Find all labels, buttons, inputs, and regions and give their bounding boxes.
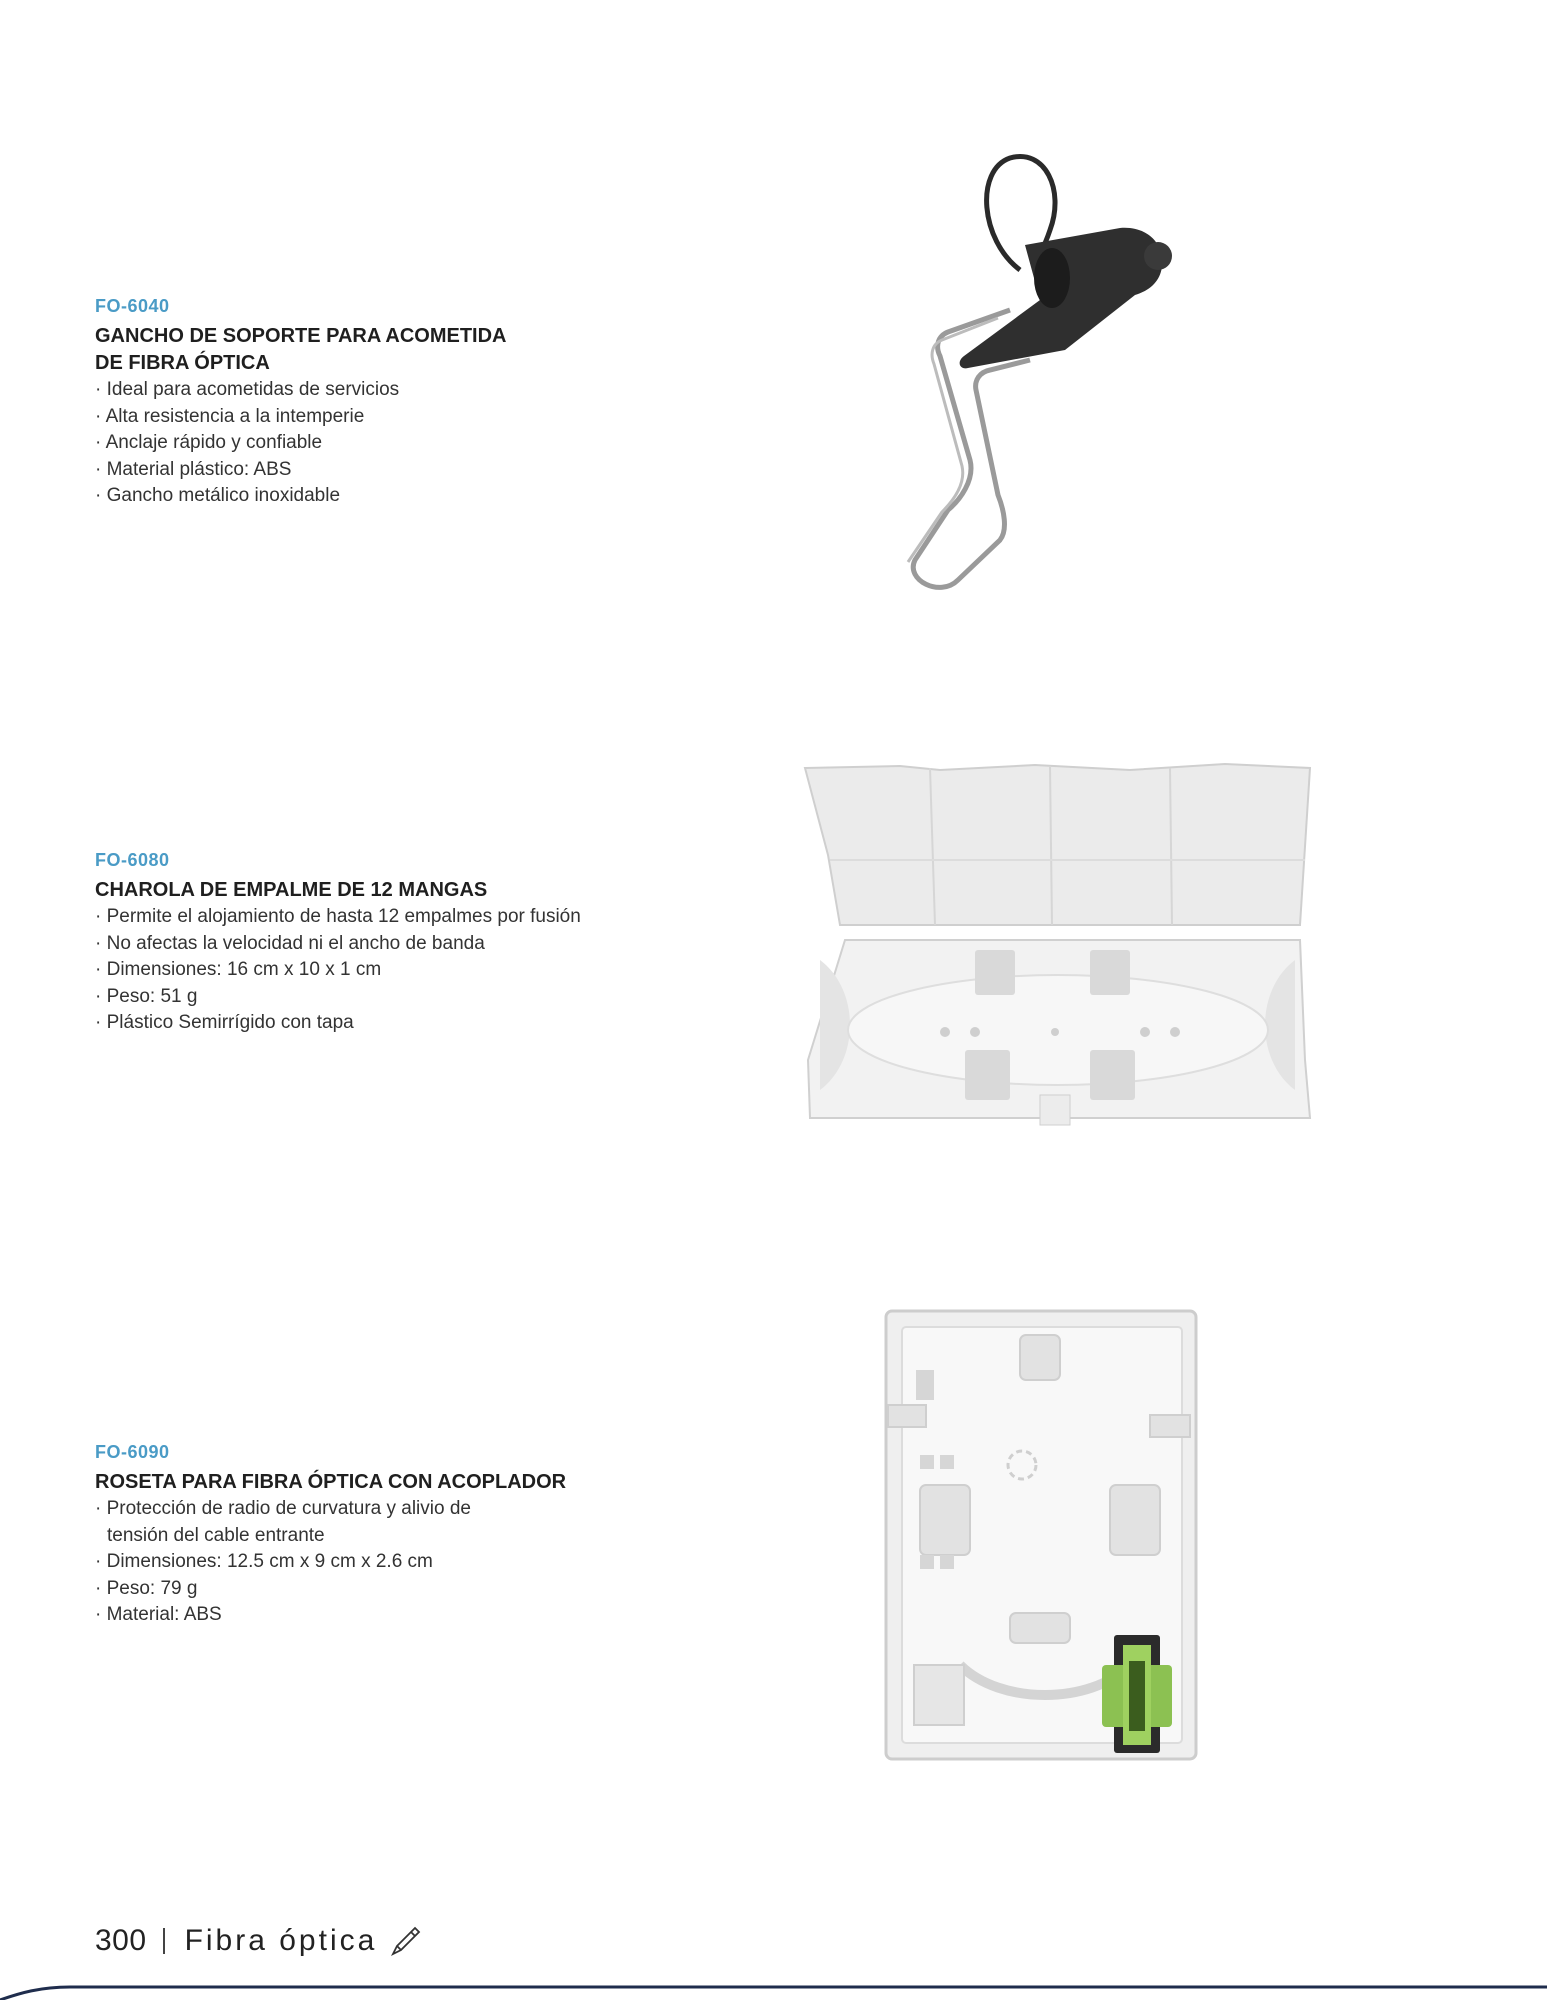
feature-item: · Permite el alojamiento de hasta 12 empalmes por fusión	[95, 904, 581, 931]
product-title-line: ROSETA PARA FIBRA ÓPTICA CON ACOPLADOR	[95, 1471, 567, 1493]
product-sku: FO-6080	[95, 850, 170, 870]
feature-item: · Anclaje rápido y confiable	[95, 430, 507, 457]
page-footer	[95, 1924, 423, 1958]
product-title-line: DE FIBRA ÓPTICA	[95, 352, 270, 374]
footer-rule	[0, 1985, 1547, 2000]
feature-item: · Plástico Semirrígido con tapa	[95, 1010, 581, 1037]
product-title-line: GANCHO DE SOPORTE PARA ACOMETIDA	[95, 325, 507, 347]
feature-item: · Dimensiones: 12.5 cm x 9 cm x 2.6 cm	[95, 1549, 566, 1576]
feature-item: · Peso: 79 g	[95, 1576, 566, 1603]
feature-item: · Ideal para acometidas de servicios	[95, 377, 507, 404]
feature-list	[95, 377, 507, 510]
feature-list	[95, 904, 581, 1037]
feature-item: · Alta resistencia a la intemperie	[95, 404, 507, 431]
product-fo-6040	[95, 296, 507, 510]
feature-item-continuation: tensión del cable entrante	[107, 1524, 325, 1546]
product-fo-6090	[95, 1442, 566, 1629]
splice-tray-image	[800, 760, 1315, 1140]
footer-separator	[163, 1928, 165, 1954]
feature-item: · Material: ABS	[95, 1602, 566, 1629]
page-number: 300	[95, 1924, 147, 1957]
fiber-rosette-image	[880, 1305, 1215, 1765]
drop-clamp-image	[880, 150, 1220, 600]
feature-item: · No afectas la velocidad ni el ancho de banda	[95, 931, 581, 958]
product-title-line: CHAROLA DE EMPALME DE 12 MANGAS	[95, 879, 488, 901]
section-title: Fibra óptica	[184, 1924, 378, 1957]
feature-item: · Gancho metálico inoxidable	[95, 483, 507, 510]
feature-list	[95, 1496, 566, 1629]
feature-item: · Dimensiones: 16 cm x 10 x 1 cm	[95, 957, 581, 984]
feature-item: · Peso: 51 g	[95, 984, 581, 1011]
product-sku: FO-6040	[95, 296, 170, 316]
feature-item: · Protección de radio de curvatura y alivio de	[95, 1496, 566, 1523]
product-fo-6080	[95, 850, 581, 1037]
pencil-icon	[389, 1924, 423, 1958]
feature-item: · Material plástico: ABS	[95, 457, 507, 484]
product-sku: FO-6090	[95, 1442, 170, 1462]
